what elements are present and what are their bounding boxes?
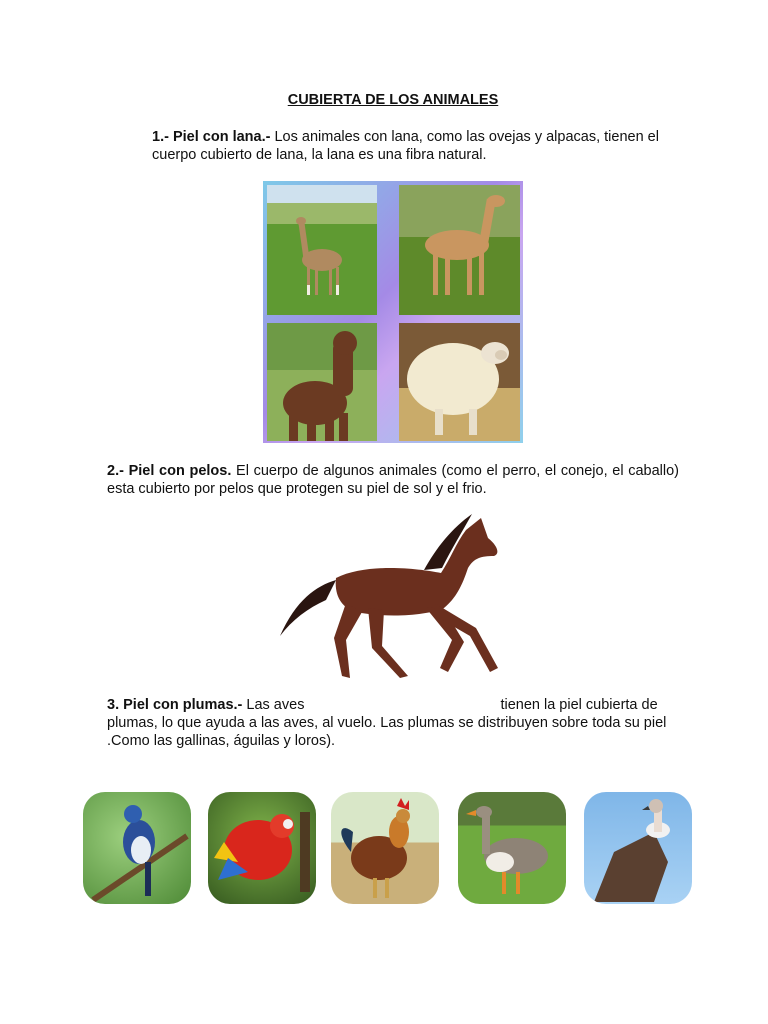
alpaca-photo (267, 323, 377, 441)
goose-photo (458, 792, 566, 904)
section-wool-text: Los animales con lana, como las ovejas y alpacas, tienen el cuerpo cubierto de lana, la lana es una fibra natural. (152, 129, 659, 163)
section-feathers (107, 696, 679, 750)
horse-photo (276, 508, 502, 684)
vicuna-photo (267, 185, 377, 315)
vulture-photo (584, 792, 692, 904)
section-feathers-heading: 3. Piel con plumas.- (107, 697, 243, 713)
bluebird-photo (83, 792, 191, 904)
sheep-photo (399, 323, 520, 441)
section-wool-heading: 1.- Piel con lana.- (152, 129, 271, 145)
parrot-photo (208, 792, 316, 904)
section-hair-heading: 2.- Piel con pelos. (107, 463, 232, 479)
birds-gallery (0, 792, 768, 912)
section-hair (107, 462, 679, 498)
wool-animals-collage (263, 181, 523, 443)
llama-photo (399, 185, 520, 315)
page-title: CUBIERTA DE LOS ANIMALES (287, 92, 499, 108)
section-hair-text: El cuerpo de algunos animales (como el perro, el conejo, el caballo) esta cubierto por pelos que protegen su piel de sol y el frio. (107, 463, 680, 497)
section-feathers-text-start: Las aves (242, 697, 305, 713)
rooster-photo (331, 792, 439, 904)
section-wool (152, 128, 682, 164)
section-feathers-text-rest: tienen la piel cubierta de plumas, lo que ayuda a las aves, al vuelo. Las plumas se distribuyen sobre toda su piel .Como las gallinas, águilas y loros). (107, 697, 667, 749)
